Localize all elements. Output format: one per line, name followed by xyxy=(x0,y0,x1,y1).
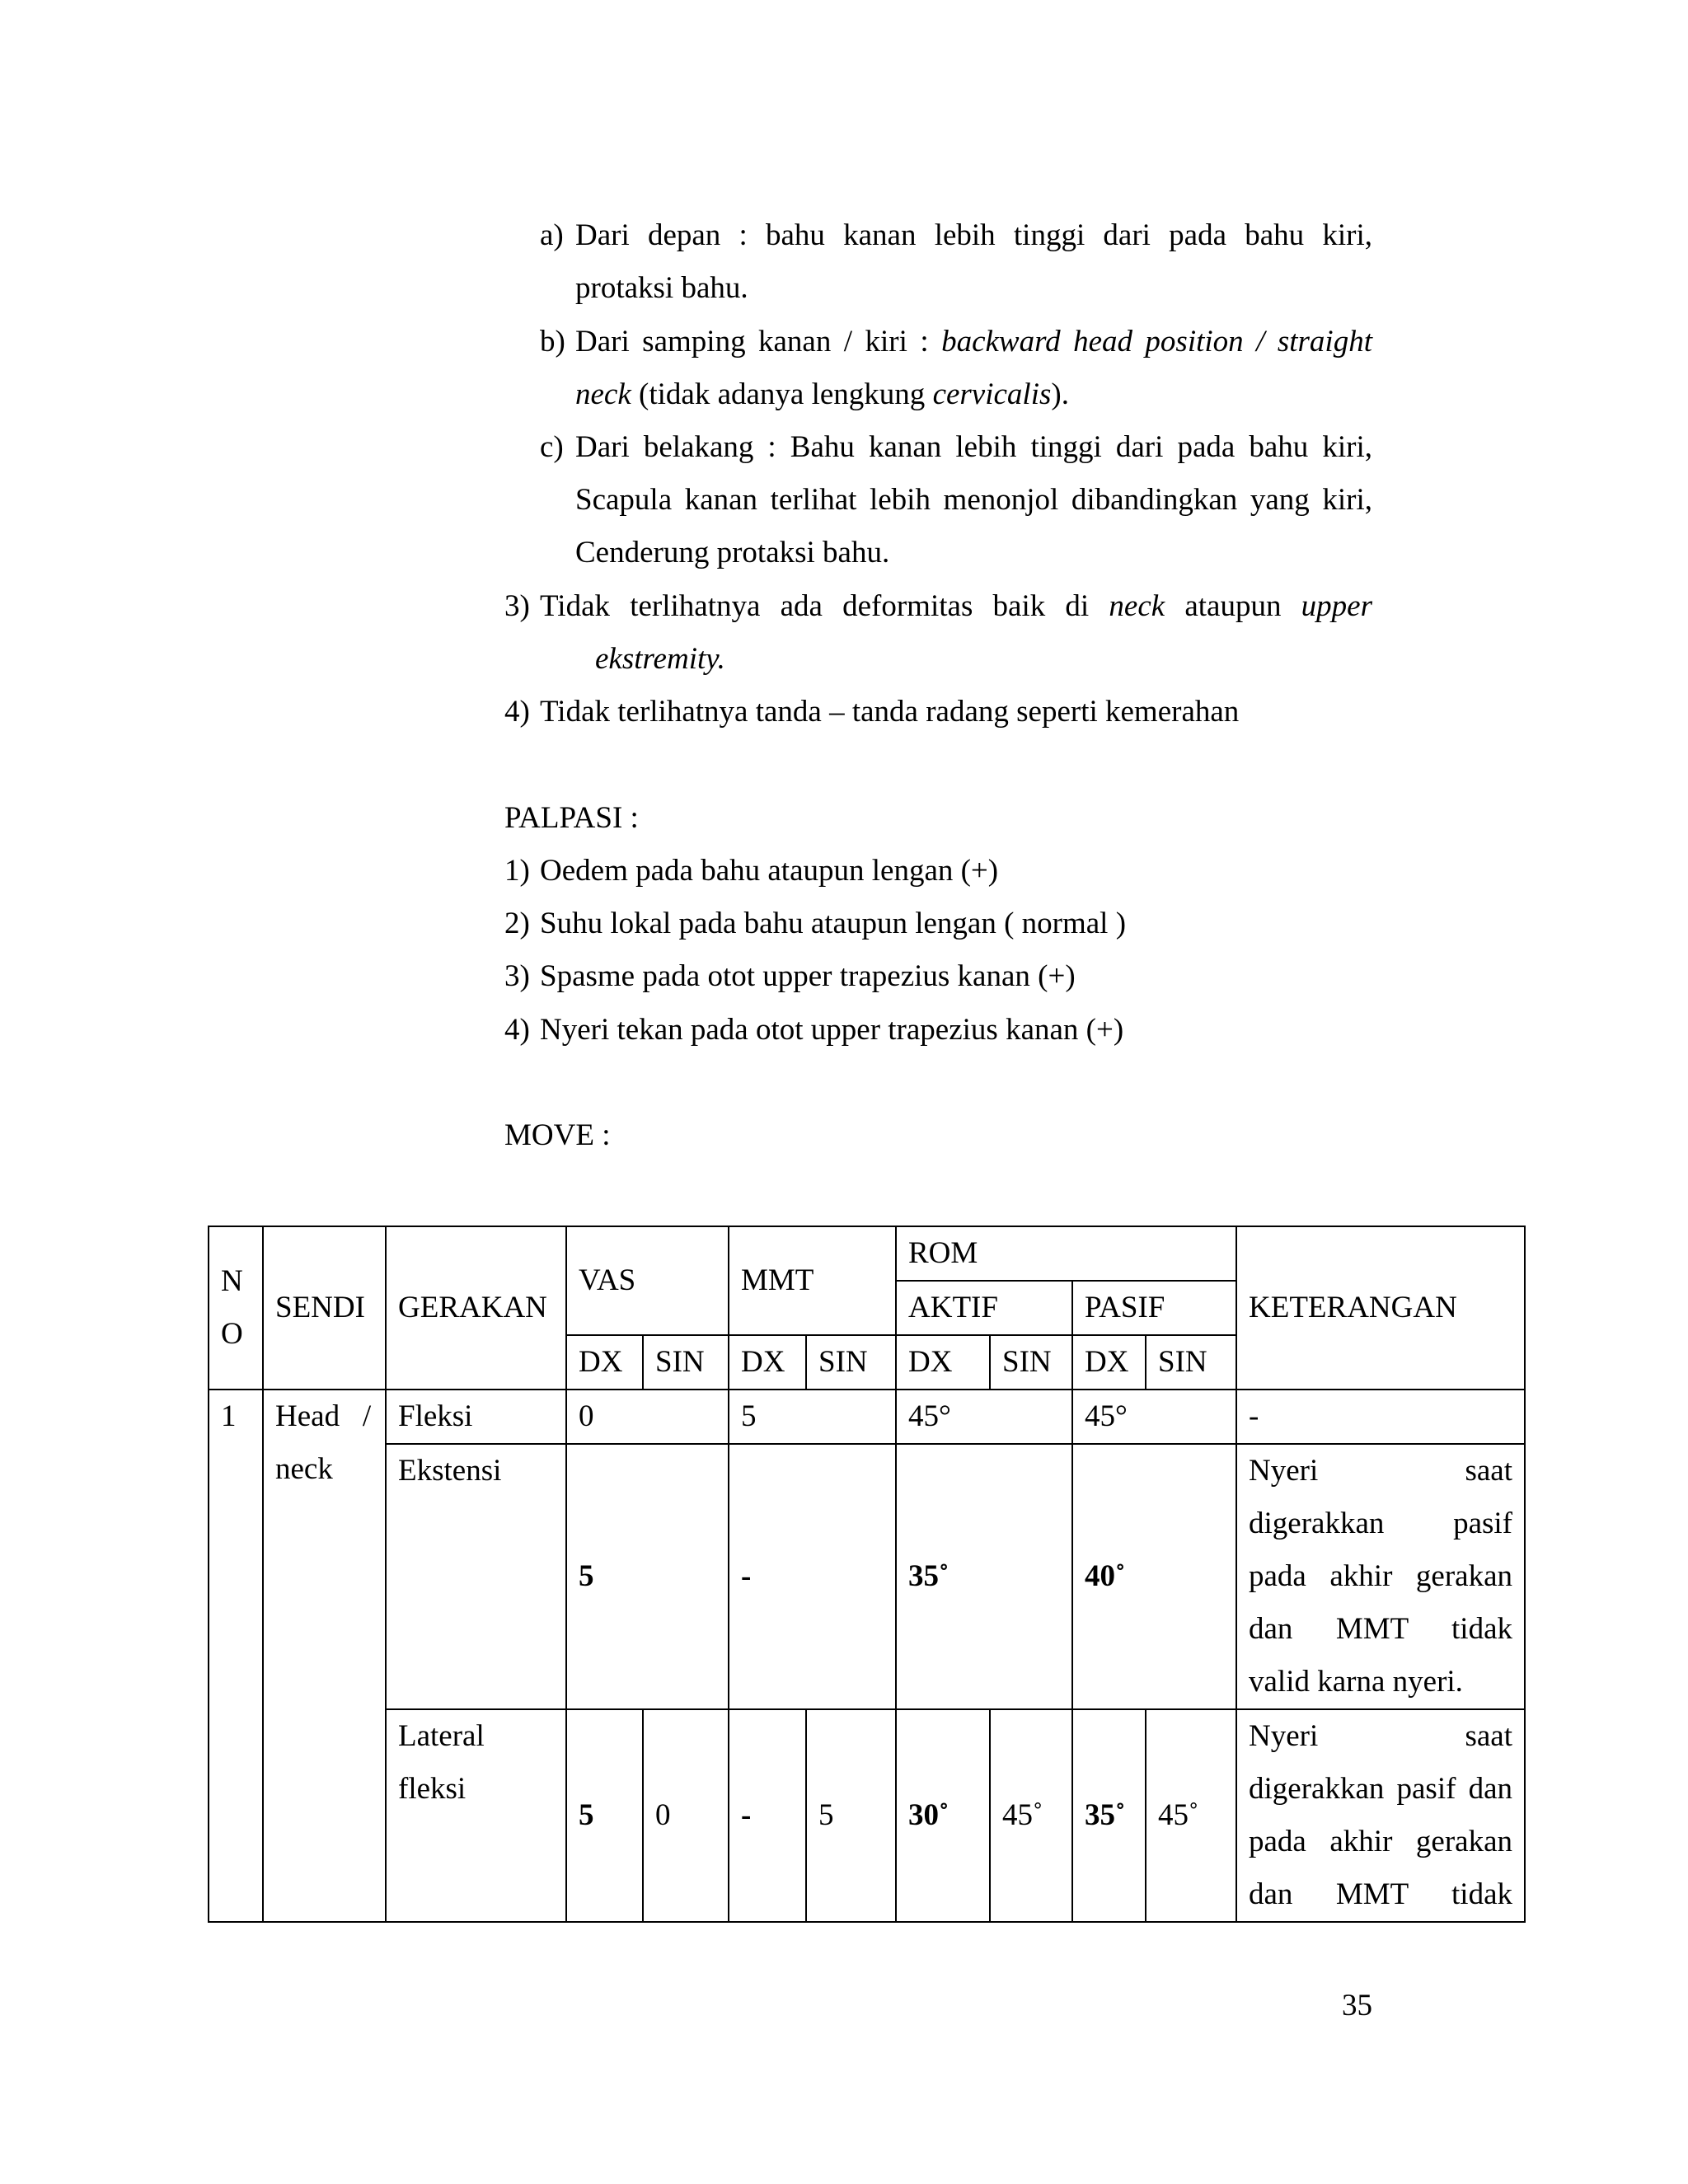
header-vas: VAS xyxy=(566,1226,729,1335)
item-3-text-line2 xyxy=(595,641,725,677)
header-pasif-dx: DX xyxy=(1072,1335,1146,1390)
row2-ket-line2: digerakkan pasif xyxy=(1249,1507,1512,1540)
item-3-plain: Tidak terlihatnya ada deformitas baik di xyxy=(540,589,1109,623)
row1-rom-pasif: 45° xyxy=(1072,1390,1236,1444)
item-3-upper: upper xyxy=(1301,589,1372,623)
palpasi-item-1-label: 1) xyxy=(504,854,530,888)
row1-mmt: 5 xyxy=(729,1390,896,1444)
table-header-row-1 xyxy=(209,1226,1525,1281)
row2-ket-line3: pada akhir gerakan xyxy=(1249,1559,1512,1593)
item-b-text-line2 xyxy=(575,377,1069,413)
item-b-plain2: (tidak adanya lengkung xyxy=(631,377,933,411)
item-3-plain2: ataupun xyxy=(1165,589,1301,623)
palpasi-item-2-label: 2) xyxy=(504,907,530,940)
row3-pasif-sin: 45˚ xyxy=(1146,1709,1236,1922)
table-row xyxy=(209,1390,1525,1444)
item-a-label: a) xyxy=(540,218,564,252)
row3-ket-line1: Nyeri saat xyxy=(1249,1719,1512,1753)
palpasi-item-1-text: Oedem pada bahu ataupun lengan (+) xyxy=(540,854,999,888)
header-aktif-dx: DX xyxy=(896,1335,990,1390)
row3-mmt-dx: - xyxy=(729,1709,806,1922)
row2-rom-pasif: 40˚ xyxy=(1072,1444,1236,1709)
row3-ket-line3: pada akhir gerakan xyxy=(1249,1825,1512,1858)
row2-mmt: - xyxy=(729,1444,896,1709)
table-row xyxy=(209,1709,1525,1922)
row1-vas: 0 xyxy=(566,1390,729,1444)
item-3-label: 3) xyxy=(504,589,530,623)
palpasi-item-2-text: Suhu lokal pada bahu ataupun lengan ( normal ) xyxy=(540,907,1127,940)
header-mmt-sin: SIN xyxy=(806,1335,896,1390)
item-4-label: 4) xyxy=(504,695,530,729)
row1-gerakan: Fleksi xyxy=(386,1390,566,1444)
item-b-plain: Dari samping kanan / kiri : xyxy=(575,325,942,359)
item-a-text-line2: protaksi bahu. xyxy=(575,271,748,305)
row3-gerakan-line2: fleksi xyxy=(398,1772,467,1806)
move-heading: MOVE : xyxy=(504,1118,611,1152)
header-mmt: MMT xyxy=(729,1226,896,1335)
row3-ket-line4: dan MMT tidak xyxy=(1249,1877,1512,1911)
row-no: 1 xyxy=(209,1390,263,1922)
row3-mmt-sin: 5 xyxy=(806,1709,896,1922)
row3-ket-line2: digerakkan pasif dan xyxy=(1249,1772,1512,1806)
item-3-ekstremity: ekstremity. xyxy=(595,642,725,676)
header-mmt-dx: DX xyxy=(729,1335,806,1390)
table-row xyxy=(209,1444,1525,1709)
item-3-neck: neck xyxy=(1109,589,1165,623)
row3-keterangan xyxy=(1236,1709,1525,1922)
header-no-line1: N xyxy=(221,1264,243,1298)
palpasi-heading: PALPASI : xyxy=(504,801,639,835)
palpasi-item-4-text: Nyeri tekan pada otot upper trapezius kanan (+) xyxy=(540,1013,1124,1047)
row3-pasif-dx: 35˚ xyxy=(1072,1709,1146,1922)
header-rom: ROM xyxy=(896,1226,1236,1281)
item-4-text: Tidak terlihatnya tanda – tanda radang seperti kemerahan xyxy=(540,695,1240,729)
header-vas-dx: DX xyxy=(566,1335,643,1390)
item-3-text-line1 xyxy=(540,588,1372,625)
palpasi-item-4-label: 4) xyxy=(504,1013,530,1047)
item-c-text-line3: Cenderung protaksi bahu. xyxy=(575,536,890,569)
header-keterangan: KETERANGAN xyxy=(1236,1226,1525,1390)
row3-aktif-dx: 30˚ xyxy=(896,1709,990,1922)
row3-vas-sin: 0 xyxy=(643,1709,729,1922)
row-sendi-line2: neck xyxy=(275,1452,333,1486)
row2-ket-line5: valid karna nyeri. xyxy=(1249,1665,1463,1699)
row3-aktif-sin: 45˚ xyxy=(990,1709,1072,1922)
header-aktif: AKTIF xyxy=(896,1281,1072,1335)
item-c-text-line1: Dari belakang : Bahu kanan lebih tinggi dari pada bahu kiri, xyxy=(575,430,1372,464)
row3-vas-dx: 5 xyxy=(566,1709,643,1922)
header-no-line2: O xyxy=(221,1317,243,1351)
row1-keterangan: - xyxy=(1236,1390,1525,1444)
row2-ket-line4: dan MMT tidak xyxy=(1249,1612,1512,1646)
header-aktif-sin: SIN xyxy=(990,1335,1072,1390)
row2-keterangan xyxy=(1236,1444,1525,1709)
row1-rom-aktif: 45° xyxy=(896,1390,1072,1444)
header-gerakan: GERAKAN xyxy=(386,1226,566,1390)
palpasi-item-3-label: 3) xyxy=(504,959,530,993)
palpasi-item-3-text: Spasme pada otot upper trapezius kanan (+) xyxy=(540,959,1076,993)
row-sendi xyxy=(263,1390,386,1922)
move-table xyxy=(208,1226,1526,1923)
row2-rom-aktif: 35˚ xyxy=(896,1444,1072,1709)
item-b-neck: neck xyxy=(575,377,631,411)
row3-gerakan xyxy=(386,1709,566,1922)
row2-ket-line1: Nyeri saat xyxy=(1249,1454,1512,1488)
item-b-italic: backward head position / straight xyxy=(941,325,1372,359)
row2-gerakan: Ekstensi xyxy=(386,1444,566,1709)
header-vas-sin: SIN xyxy=(643,1335,729,1390)
page-number: 35 xyxy=(1342,1989,1372,2022)
header-no xyxy=(209,1226,263,1390)
item-b-cervicalis: cervicalis xyxy=(932,377,1052,411)
item-c-label: c) xyxy=(540,430,564,464)
header-pasif: PASIF xyxy=(1072,1281,1236,1335)
header-pasif-sin: SIN xyxy=(1146,1335,1236,1390)
row-sendi-line1: Head / xyxy=(275,1399,372,1433)
item-b-label: b) xyxy=(540,325,565,359)
item-a-text-line1: Dari depan : bahu kanan lebih tinggi dari pada bahu kiri, xyxy=(575,218,1372,252)
item-b-end: ). xyxy=(1051,377,1069,411)
row3-gerakan-line1: Lateral xyxy=(398,1719,485,1753)
item-c-text-line2: Scapula kanan terlihat lebih menonjol dibandingkan yang kiri, xyxy=(575,483,1372,517)
row2-vas: 5 xyxy=(566,1444,729,1709)
item-b-text-line1 xyxy=(575,324,1372,360)
header-sendi: SENDI xyxy=(263,1226,386,1390)
